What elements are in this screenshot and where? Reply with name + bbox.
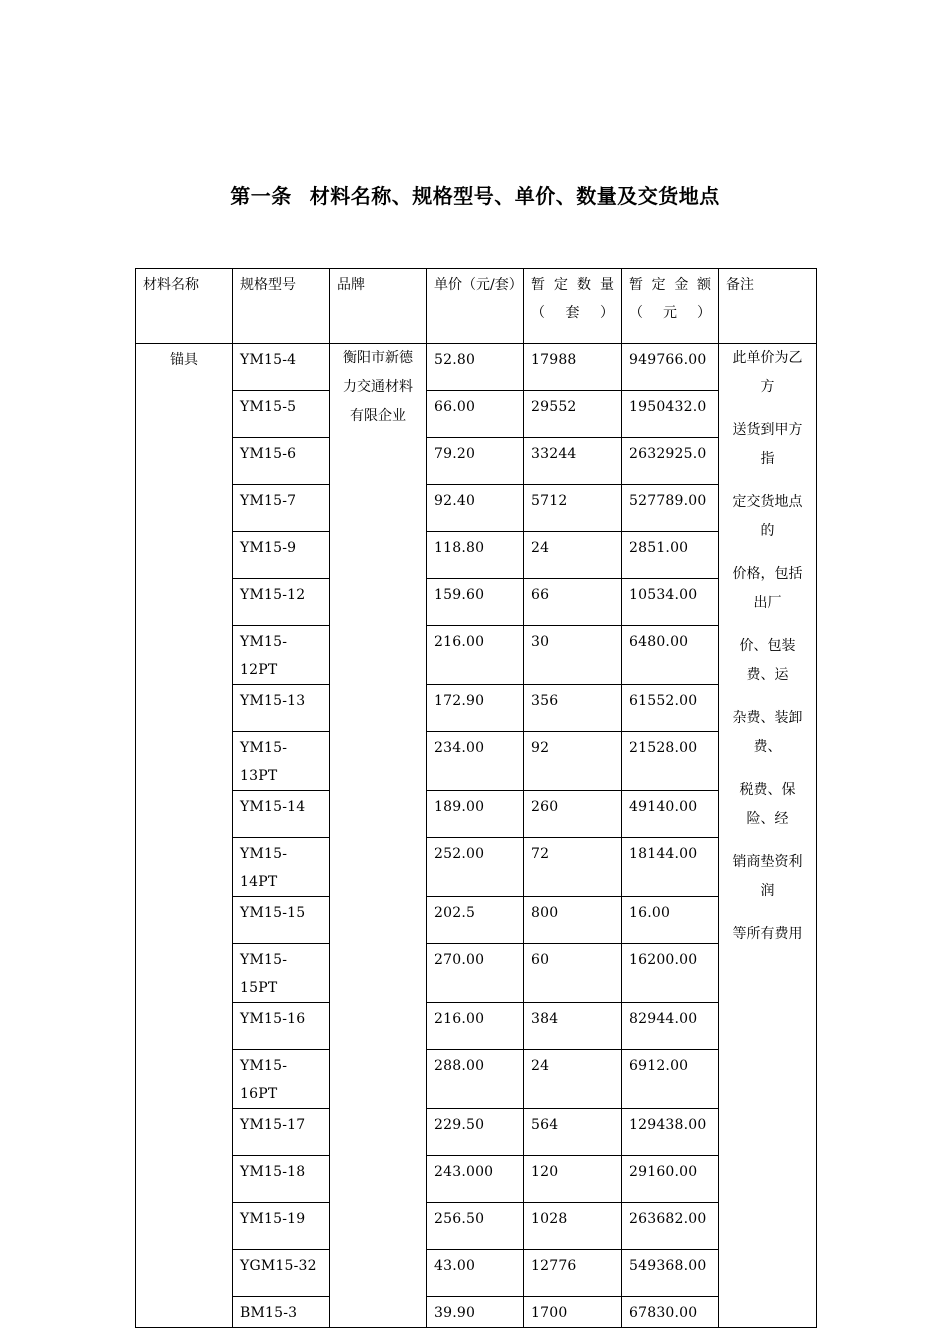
qty-cell: 60 <box>524 944 622 1003</box>
price-cell: 256.50 <box>427 1203 524 1250</box>
spec-cell: BM15-3 <box>233 1297 330 1328</box>
price-cell: 39.90 <box>427 1297 524 1328</box>
remark-line: 送货到甲方指 <box>732 422 803 467</box>
table-row <box>136 344 817 391</box>
qty-cell: 5712 <box>524 485 622 532</box>
header-amount: 暂定金额（元） <box>622 269 719 344</box>
table-row <box>136 944 817 1003</box>
qty-cell: 356 <box>524 685 622 732</box>
table-row <box>136 1109 817 1156</box>
spec-cell: YM15-17 <box>233 1109 330 1156</box>
amount-cell: 21528.00 <box>622 732 719 791</box>
table-row <box>136 1250 817 1297</box>
qty-cell: 260 <box>524 791 622 838</box>
table-row <box>136 1297 817 1328</box>
qty-cell: 1700 <box>524 1297 622 1328</box>
spec-cell: YGM15-32 <box>233 1250 330 1297</box>
spec-cell: YM15-16PT <box>233 1050 330 1109</box>
price-cell: 159.60 <box>427 579 524 626</box>
qty-cell: 29552 <box>524 391 622 438</box>
amount-cell: 16.00 <box>622 897 719 944</box>
table-row <box>136 579 817 626</box>
spec-cell: YM15-18 <box>233 1156 330 1203</box>
table-row <box>136 532 817 579</box>
material-name-cell: 锚具 <box>136 344 233 1328</box>
spec-cell: YM15-4 <box>233 344 330 391</box>
spec-cell: YM15-9 <box>233 532 330 579</box>
price-cell: 243.000 <box>427 1156 524 1203</box>
amount-cell: 6912.00 <box>622 1050 719 1109</box>
qty-cell: 72 <box>524 838 622 897</box>
header-brand: 品牌 <box>330 269 427 344</box>
header-remark: 备注 <box>719 269 817 344</box>
price-cell: 216.00 <box>427 626 524 685</box>
remark-line: 等所有费用 <box>732 926 803 942</box>
spec-cell: YM15-12 <box>233 579 330 626</box>
header-material-name: 材料名称 <box>136 269 233 344</box>
table-row <box>136 485 817 532</box>
qty-cell: 24 <box>524 532 622 579</box>
section-title: 材料名称、规格型号、单价、数量及交货地点 <box>309 184 720 208</box>
amount-cell: 527789.00 <box>622 485 719 532</box>
spec-cell: YM15-19 <box>233 1203 330 1250</box>
qty-cell: 800 <box>524 897 622 944</box>
table-row <box>136 626 817 685</box>
qty-cell: 120 <box>524 1156 622 1203</box>
amount-cell: 61552.00 <box>622 685 719 732</box>
table-row <box>136 1003 817 1050</box>
amount-cell: 949766.00 <box>622 344 719 391</box>
amount-cell: 2851.00 <box>622 532 719 579</box>
amount-cell: 129438.00 <box>622 1109 719 1156</box>
amount-cell: 18144.00 <box>622 838 719 897</box>
table-row <box>136 791 817 838</box>
spec-cell: YM15-13PT <box>233 732 330 791</box>
amount-cell: 82944.00 <box>622 1003 719 1050</box>
price-cell: 189.00 <box>427 791 524 838</box>
table-row <box>136 897 817 944</box>
qty-cell: 17988 <box>524 344 622 391</box>
price-cell: 234.00 <box>427 732 524 791</box>
spec-cell: YM15-15PT <box>233 944 330 1003</box>
table-row <box>136 1156 817 1203</box>
materials-table <box>135 268 817 1328</box>
price-cell: 66.00 <box>427 391 524 438</box>
price-cell: 202.5 <box>427 897 524 944</box>
amount-cell: 10534.00 <box>622 579 719 626</box>
spec-cell: YM15-13 <box>233 685 330 732</box>
remark-cell <box>719 344 817 1328</box>
price-cell: 216.00 <box>427 1003 524 1050</box>
spec-cell: YM15-15 <box>233 897 330 944</box>
table-row <box>136 685 817 732</box>
price-cell: 52.80 <box>427 344 524 391</box>
price-cell: 79.20 <box>427 438 524 485</box>
amount-cell: 1950432.0 <box>622 391 719 438</box>
table-header-row <box>136 269 817 344</box>
spec-cell: YM15-6 <box>233 438 330 485</box>
amount-cell: 6480.00 <box>622 626 719 685</box>
remark-line: 此单价为乙方 <box>732 350 803 395</box>
price-cell: 118.80 <box>427 532 524 579</box>
qty-cell: 1028 <box>524 1203 622 1250</box>
price-cell: 229.50 <box>427 1109 524 1156</box>
qty-cell: 33244 <box>524 438 622 485</box>
table-row <box>136 391 817 438</box>
amount-cell: 49140.00 <box>622 791 719 838</box>
amount-cell: 29160.00 <box>622 1156 719 1203</box>
qty-cell: 30 <box>524 626 622 685</box>
qty-cell: 92 <box>524 732 622 791</box>
table-row <box>136 732 817 791</box>
table-row <box>136 1203 817 1250</box>
remark-line: 定交货地点的 <box>732 494 803 539</box>
price-cell: 270.00 <box>427 944 524 1003</box>
brand-cell: 衡阳市新德力交通材料有限企业 <box>330 344 427 1328</box>
header-unit-price: 单价（元/套） <box>427 269 524 344</box>
price-cell: 288.00 <box>427 1050 524 1109</box>
spec-cell: YM15-7 <box>233 485 330 532</box>
header-quantity: 暂定数量（套） <box>524 269 622 344</box>
price-cell: 92.40 <box>427 485 524 532</box>
remark-line: 销商垫资利润 <box>732 854 803 899</box>
price-cell: 172.90 <box>427 685 524 732</box>
qty-cell: 24 <box>524 1050 622 1109</box>
section-number: 第一条 <box>230 184 292 208</box>
remark-line: 杂费、装卸费、 <box>732 710 803 755</box>
price-cell: 252.00 <box>427 838 524 897</box>
table-row <box>136 438 817 485</box>
header-spec: 规格型号 <box>233 269 330 344</box>
qty-cell: 12776 <box>524 1250 622 1297</box>
remark-line: 税费、保险、经 <box>739 782 796 827</box>
remark-line: 价格，包括出厂 <box>732 566 803 611</box>
amount-cell: 263682.00 <box>622 1203 719 1250</box>
amount-cell: 67830.00 <box>622 1297 719 1328</box>
spec-cell: YM15-16 <box>233 1003 330 1050</box>
qty-cell: 384 <box>524 1003 622 1050</box>
price-cell: 43.00 <box>427 1250 524 1297</box>
qty-cell: 66 <box>524 579 622 626</box>
spec-cell: YM15-14 <box>233 791 330 838</box>
remark-line: 价、包装费、运 <box>739 638 796 683</box>
table-row <box>136 838 817 897</box>
section-heading <box>0 180 950 209</box>
spec-cell: YM15-5 <box>233 391 330 438</box>
spec-cell: YM15-14PT <box>233 838 330 897</box>
table-row <box>136 1050 817 1109</box>
amount-cell: 549368.00 <box>622 1250 719 1297</box>
spec-cell: YM15-12PT <box>233 626 330 685</box>
amount-cell: 2632925.0 <box>622 438 719 485</box>
qty-cell: 564 <box>524 1109 622 1156</box>
amount-cell: 16200.00 <box>622 944 719 1003</box>
